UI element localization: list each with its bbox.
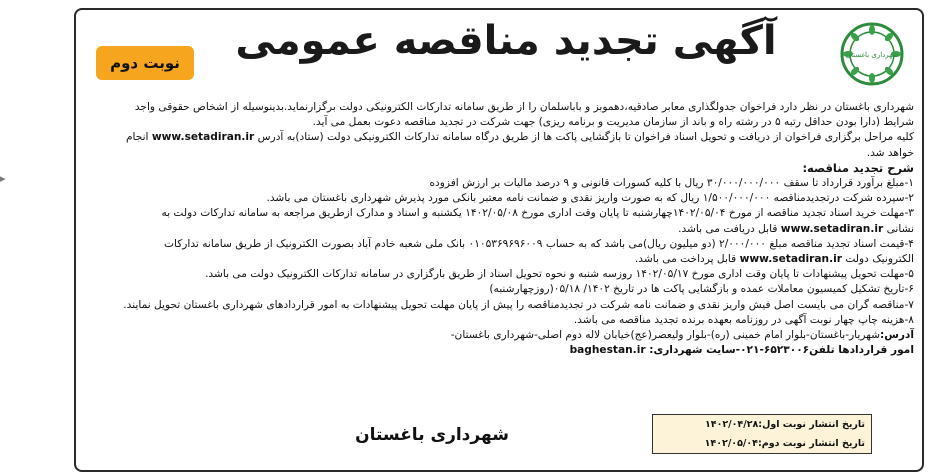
municipality-name: شهرداری باغستان xyxy=(355,425,509,445)
intro-line: کلیه مراحل برگزاری فراخوان از دریافت و تحویل اسناد فراخوان تا بازگشایی پاکت ها از طریق درگاه سامانه تدارکات الکترونیکی دولت (ستاد)به آدرس www.setadiran.ir انجام xyxy=(125,131,914,144)
municipality-site: baghestan.ir xyxy=(569,344,646,357)
municipality-logo xyxy=(840,22,904,86)
address-line: آدرس:شهریار-باغستان-بلوار امام خمینی (ره)-بلوار ولیعصر(عج)خیابان لاله دوم اصلی-شهرداری باغستان- xyxy=(450,329,914,342)
notice-body xyxy=(84,100,914,358)
publish-date-second: تاریخ انتشار نوبت دوم:۱۴۰۲/۰۵/۰۴ xyxy=(704,438,865,449)
condition-item: ۸-هزینه چاپ چهار نوبت آگهی در روزنامه بعهده برنده تجدید مناقصه می باشد. xyxy=(573,313,914,326)
round-badge: نوبت دوم xyxy=(96,46,194,80)
logo-text: شهرداری باغستان xyxy=(845,51,899,59)
notice-footer xyxy=(82,412,914,460)
notice-title: آگهی تجدید مناقصه عمومی xyxy=(235,18,777,64)
setad-link: www.setadiran.ir xyxy=(151,131,255,144)
intro-line: شهرداری باغستان در نظر دارد فراخوان جدولگذاری معابر صادقیه،دهموبز و بابا‌سلمان را از طریق سامانه تدارکات الکترونیکی دولت برگزارنماید.بدینوسیله از اشخاص حقوقی واجد xyxy=(134,101,914,113)
publish-date-first: تاریخ انتشار نوبت اول:۱۴۰۲/۰۴/۲۸ xyxy=(704,419,865,430)
tender-notice xyxy=(74,8,924,472)
intro-line: شرایط (دارا بودن حداقل رتبه ۵ در رشته راه و باند از سازمان مدیریت و برنامه ریزی) جهت شرکت در تجدید مناقصه دعوت بعمل می آید. xyxy=(312,116,914,129)
contact-line: امور قراردادها تلفن۶۵۲۳۰۰۶-۰۲۱-سایت شهرداری: baghestan.ir xyxy=(569,344,914,357)
condition-item: ۷-مناقصه گران می بایست اصل فیش واریز نقدی و ضمانت نامه شرکت در تجدیدمناقصه را پیش از پایان مهلت تحویل پیشنهادات به امور قراردادهای شهرداری باغستان تحویل نمایند. xyxy=(123,298,914,311)
setad-link: www.setadiran.ir xyxy=(780,222,884,235)
condition-item: نشانی www.setadiran.ir قابل دریافت می باشد. xyxy=(678,222,914,235)
conditions-title: شرح تجدید مناقصه: xyxy=(802,160,914,175)
condition-item: ۴-قیمت اسناد تجدید مناقصه مبلغ ۲/۰۰۰/۰۰۰ (دو میلیون ریال)می باشد که به حساب ۰۱۰۵۳۶۹۶۹۶۰۰۹ بانک ملی شعبه خادم آباد بصورت الکترونیک از طریق سامانه تدارکات xyxy=(164,237,914,250)
condition-item: ۵-مهلت تحویل پیشنهادات تا پایان وقت اداری مورخ ۱۴۰۲/۰۵/۱۷ روزسه شنبه و نحوه تحویل اسناد از طریق بارگزاری در سامانه تدارکات الکترونیک دولت می باشد. xyxy=(205,268,914,281)
condition-item: ۱-مبلغ برآورد قرارداد تا سقف ۳۰/۰۰۰/۰۰۰/۰۰۰ ریال با کلیه کسورات قانونی و ۹ درصد مالیات بر ارزش افزوده xyxy=(429,177,914,190)
side-arrow-icon: ▸ xyxy=(0,172,6,185)
condition-item: ۲-سپرده شرکت درتجدیدمناقصه ۱/۵۰۰/۰۰۰/۰۰۰ ریال که به صورت واریز نقدی و ضمانت نامه معتبر بانکی مورد پذیرش شهرداری باغستان می باشد. xyxy=(266,192,914,205)
setad-link: www.setadiran.ir xyxy=(739,253,842,266)
condition-item: الکترونیک دولت www.setadiran.ir قابل پرداخت می باشد. xyxy=(634,253,914,266)
condition-item: ۳-مهلت خرید اسناد تجدید مناقصه از مورخ ۱۴۰۲/۰۵/۰۴چهارشنبه تا پایان وقت اداری مورخ ۱۴۰۲/۰۵/۰۸ یکشنبه و اسناد و مدارک ازطریق مراجعه به سامانه تدارکات دولت به xyxy=(161,207,914,220)
condition-item: ۶-تاریخ تشکیل کمیسیون معاملات عمده و بازگشایی پاکت ها در تاریخ ۱۴۰۲/ ۰۵/۱۸(روزچهارشنبه) xyxy=(489,283,914,296)
notice-header xyxy=(76,10,922,96)
publish-dates xyxy=(652,414,872,454)
intro-line: خواهد شد. xyxy=(866,146,914,159)
